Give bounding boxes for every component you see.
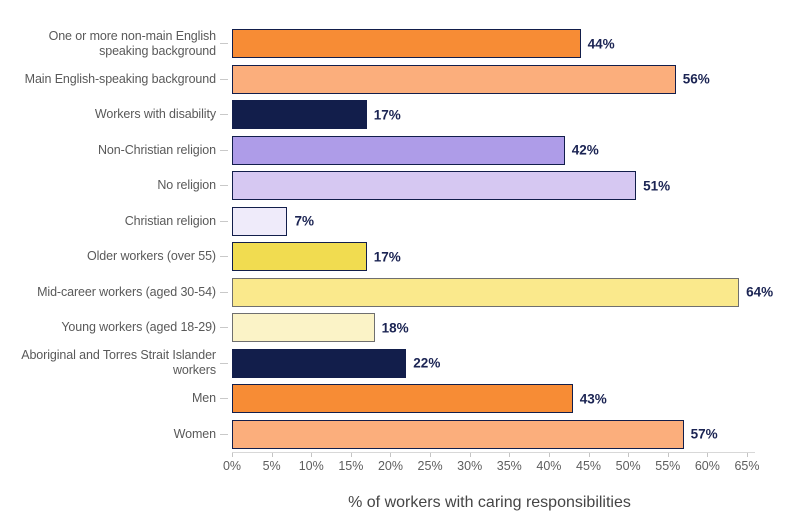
bar[interactable]: [232, 29, 581, 58]
bar-track: [232, 420, 794, 449]
x-tick-label: 55%: [655, 459, 681, 473]
x-tick-label: 30%: [457, 459, 483, 473]
bar-track: [232, 207, 794, 236]
bar[interactable]: [232, 384, 573, 413]
bar[interactable]: [232, 207, 287, 236]
bar[interactable]: [232, 349, 406, 378]
x-tick-mark: [549, 453, 550, 457]
category-label: One or more non-main English speaking background: [48, 28, 216, 58]
bar-row: [0, 133, 794, 169]
bar-row: [0, 97, 794, 133]
category-label: Young workers (aged 18-29): [61, 320, 216, 335]
x-tick-mark: [232, 453, 233, 457]
x-tick-label: 60%: [694, 459, 720, 473]
x-tick-mark: [668, 453, 669, 457]
value-label: 7%: [294, 213, 314, 229]
value-label: 17%: [373, 249, 401, 265]
bar[interactable]: [232, 171, 636, 200]
bar-track: [232, 65, 794, 94]
bar-row: [0, 239, 794, 275]
value-label: 22%: [413, 355, 441, 371]
bar-track: [232, 29, 794, 58]
bar-row: [0, 275, 794, 311]
bar-track: [232, 100, 794, 129]
category-label: Workers with disability: [94, 107, 216, 122]
bar-row: [0, 381, 794, 417]
x-tick-mark: [470, 453, 471, 457]
x-tick-mark: [430, 453, 431, 457]
bar-track: [232, 242, 794, 271]
value-label: 18%: [381, 320, 409, 336]
category-label: Women: [173, 426, 216, 441]
category-label: Older workers (over 55): [87, 249, 216, 264]
bar-row: [0, 346, 794, 382]
value-label: 56%: [682, 71, 710, 87]
bar-track: [232, 278, 794, 307]
bar-track: [232, 136, 794, 165]
bar[interactable]: [232, 313, 375, 342]
value-label: 51%: [643, 178, 671, 194]
category-tick: [220, 43, 228, 44]
bar-row: [0, 62, 794, 98]
x-tick-mark: [390, 453, 391, 457]
x-axis-title: % of workers with caring responsibilities: [348, 494, 631, 511]
category-tick: [220, 398, 228, 399]
bar-row: [0, 168, 794, 204]
bar-track: [232, 313, 794, 342]
category-tick: [220, 363, 228, 364]
bar-row: [0, 310, 794, 346]
bar-track: [232, 349, 794, 378]
value-label: 43%: [579, 391, 607, 407]
x-axis: [222, 452, 794, 478]
x-tick-mark: [747, 453, 748, 457]
category-tick: [220, 79, 228, 80]
x-tick-mark: [351, 453, 352, 457]
x-tick-mark: [311, 453, 312, 457]
category-tick: [220, 185, 228, 186]
bar[interactable]: [232, 242, 367, 271]
x-tick-label: 50%: [615, 459, 641, 473]
bar[interactable]: [232, 136, 565, 165]
category-tick: [220, 292, 228, 293]
category-tick: [220, 434, 228, 435]
value-label: 64%: [746, 284, 774, 300]
value-label: 42%: [571, 142, 599, 158]
value-label: 44%: [587, 36, 615, 52]
bar[interactable]: [232, 100, 367, 129]
x-tick-label: 20%: [377, 459, 403, 473]
bar[interactable]: [232, 420, 684, 449]
category-tick: [220, 221, 228, 222]
category-label: Aboriginal and Torres Strait Islander workers: [21, 348, 216, 378]
x-tick-mark: [509, 453, 510, 457]
bar-row: [0, 204, 794, 240]
value-label: 57%: [690, 426, 718, 442]
x-tick-mark: [589, 453, 590, 457]
x-tick-label: 45%: [576, 459, 602, 473]
category-tick: [220, 327, 228, 328]
x-tick-label: 40%: [536, 459, 562, 473]
bar-row: [0, 417, 794, 453]
x-tick-label: 25%: [417, 459, 443, 473]
value-label: 17%: [373, 107, 401, 123]
bar-track: [232, 384, 794, 413]
category-tick: [220, 256, 228, 257]
bar-track: [232, 171, 794, 200]
x-tick-mark: [272, 453, 273, 457]
bar-row: [0, 26, 794, 62]
category-tick: [220, 150, 228, 151]
category-label: No religion: [157, 178, 216, 193]
x-tick-label: 65%: [734, 459, 760, 473]
category-label: Non-Christian religion: [98, 142, 216, 157]
category-label: Christian religion: [124, 213, 216, 228]
x-tick-label: 0%: [222, 459, 242, 473]
x-tick-label: 10%: [298, 459, 324, 473]
x-tick-label: 5%: [262, 459, 281, 473]
bar[interactable]: [232, 65, 676, 94]
bar[interactable]: [232, 278, 739, 307]
x-tick-label: 35%: [496, 459, 522, 473]
x-tick-mark: [707, 453, 708, 457]
category-tick: [220, 114, 228, 115]
category-label: Mid-career workers (aged 30-54): [37, 284, 216, 299]
x-tick-label: 15%: [338, 459, 364, 473]
category-label: Men: [191, 391, 216, 406]
category-label: Main English-speaking background: [24, 71, 216, 86]
x-tick-mark: [628, 453, 629, 457]
